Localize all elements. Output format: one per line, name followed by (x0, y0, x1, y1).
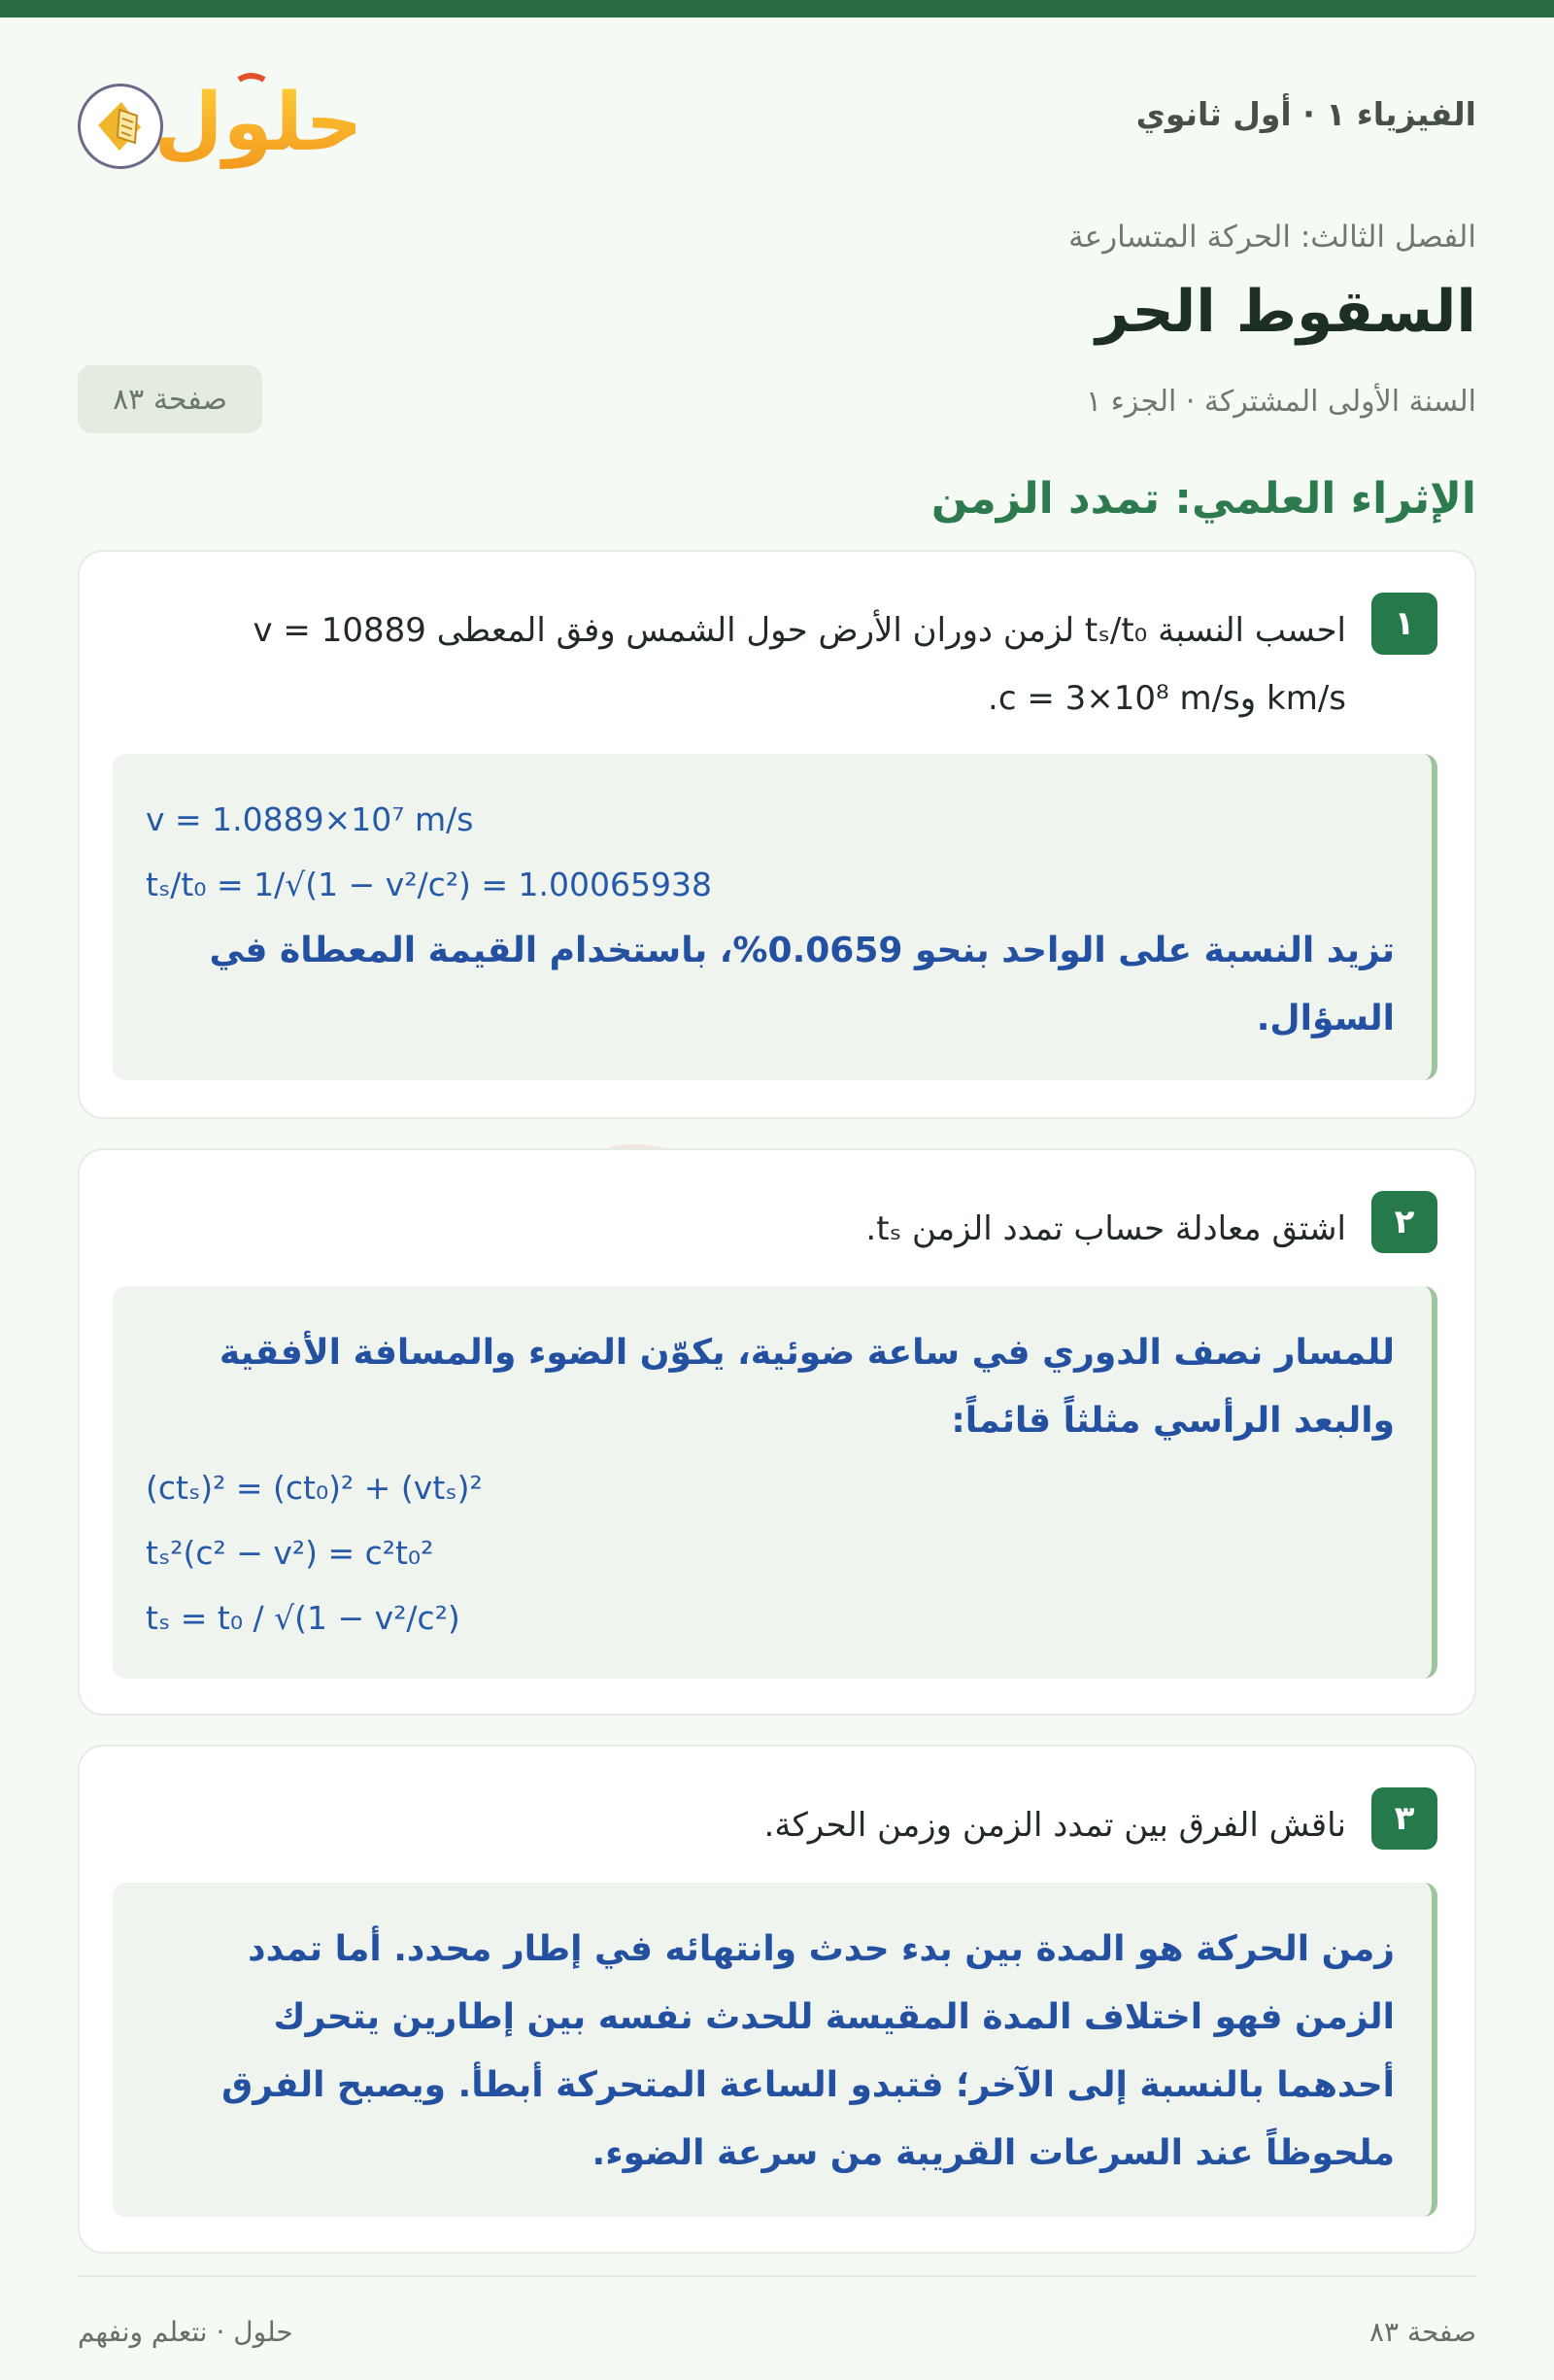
answer-box (113, 754, 1437, 1080)
question-text (171, 1791, 1346, 1859)
question-text-line: ناقش الفرق بين تمدد الزمن وزمن الحركة. (763, 1806, 1346, 1845)
answer-box (113, 1286, 1437, 1679)
question-card-2 (78, 1148, 1476, 1716)
equation-line: tₛ = t₀ / √(1 − v²/c²) (146, 1599, 460, 1637)
question-text (171, 596, 1346, 732)
equation-line: tₛ²(c² − v²) = c²t₀² (146, 1534, 434, 1572)
footer-page-number: صفحة ٨٣ (1368, 2316, 1476, 2348)
question-number: ١ (1371, 593, 1437, 655)
page-title: السقوط الحر (1096, 278, 1476, 346)
question-card-1 (78, 550, 1476, 1119)
meta-label: السنة الأولى المشتركة · الجزء ١ (1086, 385, 1476, 419)
question-number: ٢ (1371, 1191, 1437, 1253)
footer-brand: حلول · نتعلم ونفهم (78, 2316, 293, 2348)
question-text-line: km/s وc = 3×10⁸ m/s. (988, 679, 1346, 718)
subject-label: الفيزياء ١ · أول ثانوي (1135, 95, 1476, 133)
header (78, 17, 1476, 212)
logo-badge-icon (78, 84, 163, 169)
answer-text: للمسار نصف الدوري في ساعة ضوئية، يكوّن الضوء والمسافة الأفقية والبعد الرأسي مثلثاً قائماً: (219, 1333, 1395, 1441)
brand-logo (78, 66, 363, 173)
question-text-line: احسب النسبة tₛ/t₀ لزمن دوران الأرض حول الشمس وفق المعطى v = 10889 (253, 611, 1346, 650)
question-card-3 (78, 1745, 1476, 2254)
equation-line: (ctₛ)² = (ct₀)² + (vtₛ)² (146, 1469, 483, 1507)
answer-text: تزيد النسبة على الواحد بنحو 0.0659%، باستخدام القيمة المعطاة في السؤال. (209, 931, 1395, 1038)
chapter-label: الفصل الثالث: الحركة المتسارعة (1068, 220, 1476, 255)
equation-line: tₛ/t₀ = 1/√(1 − v²/c²) = 1.00065938 (146, 866, 713, 903)
answer-box (113, 1883, 1437, 2217)
answer-text: زمن الحركة هو المدة بين بدء حدث وانتهائه في إطار محدد. أما تمدد الزمن فهو اختلاف المدة المقيسة للحدث نفسه بين إطارين يتحرك أحدهما بالنسبة إلى الآخر؛ فتبدو الساعة المتحركة أبطأ. ويصبح الفرق ملحوظاً عند السرعات القريبة من سرعة الضوء. (221, 1929, 1395, 2173)
footer-divider (78, 2275, 1476, 2277)
question-text-line: اشتق معادلة حساب تمدد الزمن tₛ. (865, 1209, 1346, 1248)
question-number: ٣ (1371, 1787, 1437, 1850)
section-title: الإثراء العلمي: تمدد الزمن (930, 474, 1476, 524)
page-number-badge: صفحة ٨٣ (78, 365, 262, 433)
equation-line: v = 1.0889×10⁷ m/s (146, 800, 474, 838)
page (78, 17, 1476, 2348)
question-text (171, 1195, 1346, 1263)
svg-text:حلول: حلول (153, 77, 363, 169)
top-accent-bar (0, 0, 1554, 17)
logo-wordmark (153, 66, 363, 173)
